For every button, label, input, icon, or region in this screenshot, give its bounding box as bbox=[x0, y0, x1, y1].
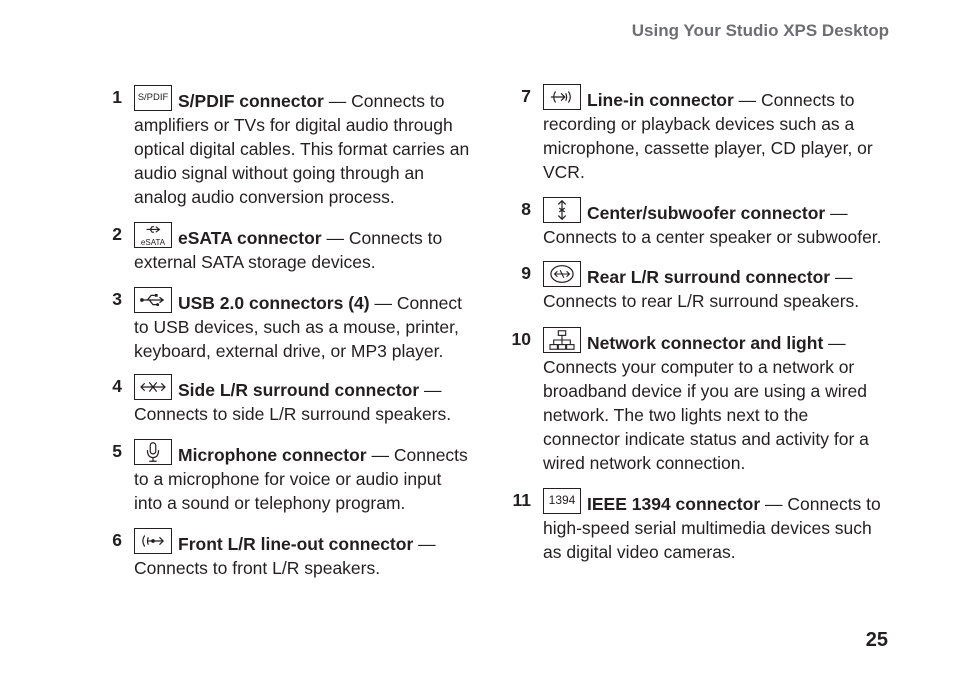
connector-item-center-subwoofer: 8 Center/subwoofer connector — Connects to a center speaker or subwoofer. bbox=[543, 197, 883, 249]
item-title: Rear L/R surround connector bbox=[587, 267, 831, 287]
page-number: 25 bbox=[865, 629, 888, 651]
item-number: 10 bbox=[511, 329, 531, 349]
line-in-icon bbox=[543, 84, 581, 110]
spdif-icon: S/PDIF bbox=[134, 85, 172, 111]
line-out-icon bbox=[134, 528, 172, 554]
item-description: Connects to front L/R speakers. bbox=[134, 558, 381, 578]
item-title: Front L/R line-out connector bbox=[178, 534, 414, 554]
item-title: Side L/R surround connector bbox=[178, 380, 420, 400]
connector-item-esata: 2 eSATA eSATA connector — Connects to external SATA storage devices. bbox=[134, 222, 474, 274]
connector-item-line-out: 6 Front L/R line-out connector — Connects to front L/R speakers. bbox=[134, 528, 474, 580]
item-number: 5 bbox=[112, 441, 122, 461]
item-title: S/PDIF connector bbox=[178, 91, 324, 111]
item-description: Connects your computer to a network or broadband device if you are using a wired network. The two lights next to the connector indicate status and activity for a wired network connection. bbox=[543, 357, 869, 473]
item-number: 4 bbox=[112, 376, 122, 396]
usb-icon bbox=[134, 287, 172, 313]
network-icon bbox=[543, 327, 581, 353]
item-number: 8 bbox=[521, 199, 531, 219]
connector-item-usb: 3 USB 2.0 connectors (4) — Connect to USB devices, such as a mouse, printer, keyboard, external drive, or MP3 player. bbox=[134, 287, 474, 363]
microphone-icon bbox=[134, 439, 172, 465]
side-surround-icon bbox=[134, 374, 172, 400]
item-title: Center/subwoofer connector bbox=[587, 203, 826, 223]
item-title: eSATA connector bbox=[178, 228, 322, 248]
item-number: 1 bbox=[112, 87, 122, 107]
rear-surround-icon bbox=[543, 261, 581, 287]
item-title: Microphone connector bbox=[178, 445, 367, 465]
connector-item-line-in: 7 Line-in connector — Connects to recording or playback devices such as a microphone, cassette player, CD player, or VCR. bbox=[543, 84, 883, 184]
item-title: Network connector and light bbox=[587, 333, 824, 353]
item-description: Connects to a center speaker or subwoofer. bbox=[543, 227, 882, 247]
item-description: Connects to high-speed serial multimedia devices such as digital video cameras. bbox=[543, 494, 881, 562]
item-title: USB 2.0 connectors (4) bbox=[178, 293, 370, 313]
item-number: 7 bbox=[521, 86, 531, 106]
item-description: Connects to recording or playback devices such as a microphone, cassette player, CD player, or VCR. bbox=[543, 90, 873, 182]
connector-item-microphone: 5 Microphone connector — Connects to a microphone for voice or audio input into a sound or telephony program. bbox=[134, 439, 474, 515]
running-head: Using Your Studio XPS Desktop bbox=[631, 21, 889, 40]
item-description: Connects to side L/R surround speakers. bbox=[134, 404, 452, 424]
item-title: IEEE 1394 connector bbox=[587, 494, 761, 514]
center-subwoofer-icon bbox=[543, 197, 581, 223]
item-number: 9 bbox=[521, 263, 531, 283]
item-number: 2 bbox=[112, 224, 122, 244]
item-title: Line-in connector bbox=[587, 90, 734, 110]
connector-item-network: 10 Network connector and light — Connects your computer to a network or broadband device if you are using a wired network. The two lights next to the connector indicate status and activity for a wired network connection. bbox=[543, 327, 883, 475]
connector-item-rear-surround: 9 Rear L/R surround connector — Connects to rear L/R surround speakers. bbox=[543, 261, 883, 313]
connector-item-ieee1394: 11 1394 IEEE 1394 connector — Connects to high-speed serial multimedia devices such as digital video cameras. bbox=[543, 488, 883, 564]
esata-icon: eSATA bbox=[134, 222, 172, 248]
item-number: 6 bbox=[112, 530, 122, 550]
item-description: Connects to external SATA storage devices. bbox=[134, 228, 443, 272]
connector-item-side-surround: 4 Side L/R surround connector — Connects to side L/R surround speakers. bbox=[134, 374, 474, 426]
item-number: 11 bbox=[512, 490, 531, 510]
connector-item-spdif: 1 S/PDIF S/PDIF connector — Connects to amplifiers or TVs for digital audio through optical digital cables. This format carries an audio signal without going through an analog audio conversion process. bbox=[134, 85, 474, 209]
item-description: Connects to a microphone for voice or audio input into a sound or telephony program. bbox=[134, 445, 468, 513]
ieee1394-icon: 1394 bbox=[543, 488, 581, 514]
item-description: Connects to amplifiers or TVs for digital audio through optical digital cables. This format carries an audio signal without going through an analog audio conversion process. bbox=[134, 91, 470, 207]
item-number: 3 bbox=[112, 289, 122, 309]
item-description: Connects to rear L/R surround speakers. bbox=[543, 291, 860, 311]
item-description: Connect to USB devices, such as a mouse, printer, keyboard, external drive, or MP3 player. bbox=[134, 293, 462, 361]
